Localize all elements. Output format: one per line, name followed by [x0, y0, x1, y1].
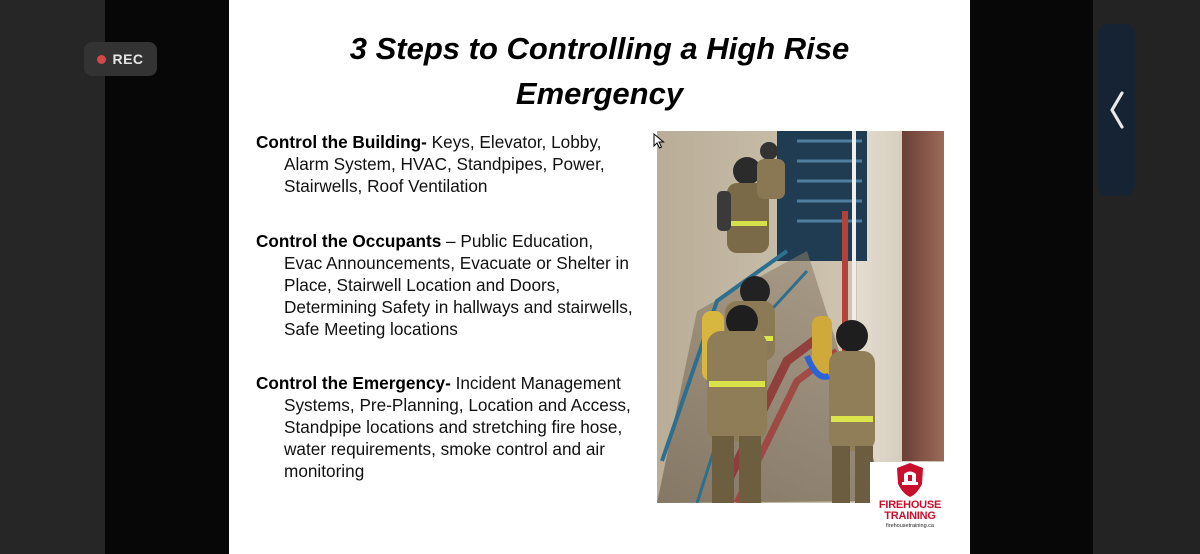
bullet-control-occupants — [256, 230, 636, 340]
left-gutter — [0, 0, 105, 554]
bullet-heading: Control the Emergency- — [256, 373, 451, 393]
side-panel-toggle[interactable] — [1098, 24, 1135, 196]
logo-line-2: TRAINING — [884, 510, 936, 522]
record-dot-icon — [97, 55, 106, 64]
bullet-text: Keys, Elevator, Lobby, Alarm System, HVAC, Standpipes, Power, Stairwells, Roof Ventilation — [284, 132, 605, 196]
mouse-pointer-icon — [653, 133, 665, 149]
presentation-slide — [229, 0, 970, 554]
bullet-heading: Control the Building- — [256, 132, 427, 152]
bullet-control-emergency — [256, 372, 636, 482]
bullet-text: Incident Management Systems, Pre-Planning, Location and Access, Standpipe locations and stretching fire hose, water requirements, smoke control and air monitoring — [284, 373, 631, 481]
right-letterbox — [970, 0, 1093, 554]
logo-url: firehousetraining.ca — [885, 523, 934, 529]
firehouse-training-logo — [870, 462, 950, 540]
recording-indicator — [84, 42, 157, 76]
slide-title-line-1: 3 Steps to Controlling a High Rise — [349, 31, 850, 66]
slide-title — [229, 26, 970, 116]
bullet-heading: Control the Occupants — [256, 231, 442, 251]
fire-helmet-shield-icon — [895, 462, 925, 498]
chevron-left-icon — [1107, 90, 1127, 130]
bullet-list — [256, 131, 636, 482]
bullet-text: – Public Education, Evac Announcements, Evacuate or Shelter in Place, Stairwell Location and Doors, Determining Safety in hallways and stairwells, Safe Meeting locations — [284, 231, 633, 339]
firefighters-stairwell-photo — [657, 131, 944, 503]
bullet-control-building — [256, 131, 636, 197]
recording-label: REC — [112, 51, 144, 67]
left-letterbox — [105, 0, 229, 554]
slide-title-line-2: Emergency — [515, 76, 684, 111]
logo-line-1: FIREHOUSE — [878, 499, 942, 511]
